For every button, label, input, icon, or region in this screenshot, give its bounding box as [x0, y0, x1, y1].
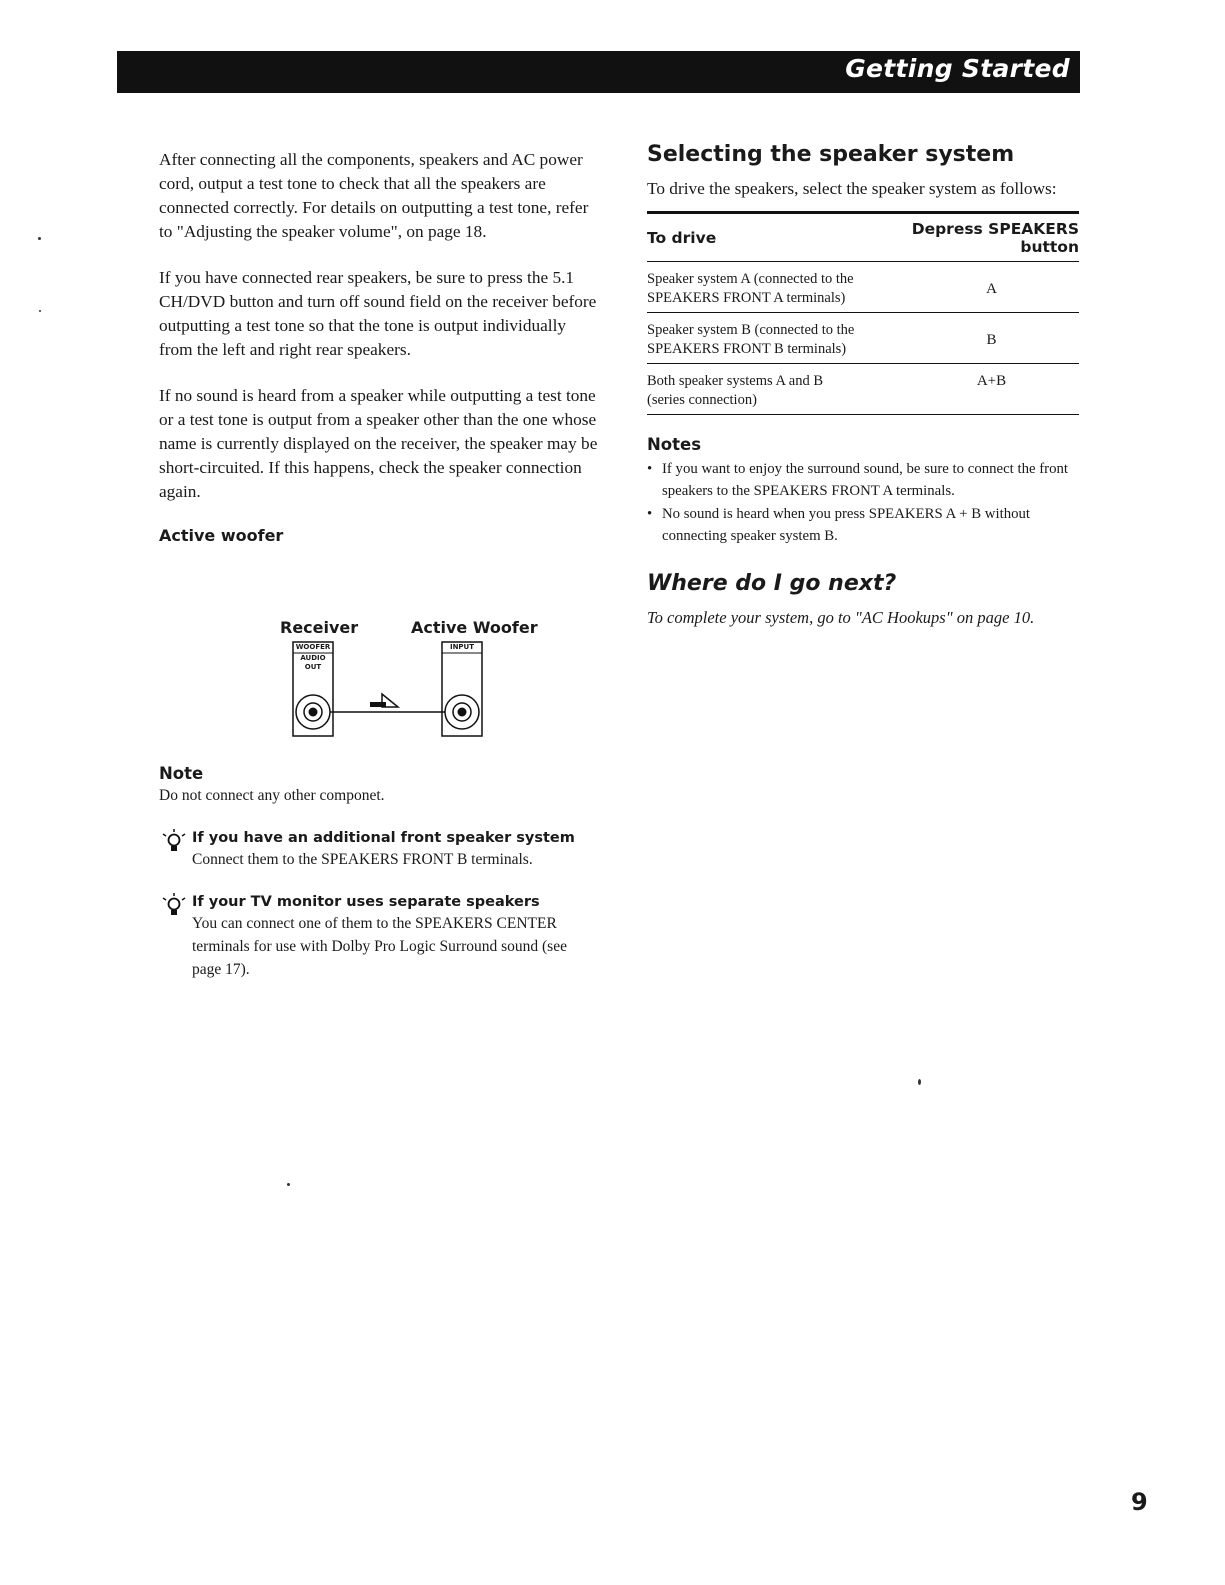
table-cell-drive: Speaker system B (connected to the SPEAKERS FRONT B terminals) [647, 313, 904, 364]
table-row [647, 262, 1079, 313]
table-row [647, 364, 1079, 415]
receiver-jack-label-woofer: WOOFER [295, 643, 331, 651]
lightbulb-icon [160, 892, 188, 918]
section-intro: To drive the speakers, select the speaker system as follows: [647, 179, 1057, 198]
where-next-title: Where do I go next? [647, 571, 897, 596]
active-woofer-label: Active Woofer [411, 618, 538, 637]
table-cell-button: A [904, 262, 1079, 313]
tip-front-speaker [160, 828, 590, 871]
speaker-selection-table [647, 211, 1079, 415]
paragraph-test-tone: After connecting all the components, speakers and AC power cord, output a test tone to check that all the speakers are connected correctly. For details on outputting a test tone, refer to "Adjusting the speaker volume", on page 18. [159, 150, 589, 241]
note-block [159, 764, 599, 805]
right-column [647, 142, 1079, 628]
scan-speck [39, 310, 41, 312]
notes-block [647, 435, 1079, 547]
tip-tv-speakers [160, 892, 590, 981]
woofer-jack-label-input: INPUT [449, 643, 475, 651]
bullet-icon: • [647, 506, 653, 522]
column-header-depress-button: Depress SPEAKERS button [904, 213, 1079, 262]
table-header-row [647, 213, 1079, 262]
list-item [647, 503, 1079, 547]
scan-speck [287, 1183, 290, 1186]
woofer-connection-diagram [270, 614, 540, 744]
bullet-icon: • [647, 461, 653, 477]
left-column [159, 148, 599, 545]
notes-title: Notes [647, 435, 702, 454]
lightbulb-icon [160, 828, 188, 854]
header-bar [117, 51, 1080, 93]
receiver-label: Receiver [280, 618, 359, 637]
column-header-to-drive: To drive [647, 213, 904, 262]
connection-drawing [270, 614, 540, 744]
notes-list [647, 458, 1079, 547]
note-item-text: No sound is heard when you press SPEAKERS A + B without connecting speaker system B. [662, 506, 1030, 544]
where-next-text: To complete your system, go to "AC Hookups" on page 10. [647, 608, 1035, 627]
table-cell-button: B [904, 313, 1079, 364]
receiver-jack-label-audio-out: AUDIO OUT [300, 654, 326, 671]
note-title: Note [159, 764, 204, 783]
table-cell-button: A+B [904, 364, 1079, 415]
tip-text: Connect them to the SPEAKERS FRONT B terminals. [192, 851, 533, 868]
note-item-text: If you want to enjoy the surround sound, be sure to connect the front speakers to the SPEAKERS FRONT A terminals. [662, 461, 1068, 499]
scan-speck [918, 1079, 921, 1085]
paragraph-rear-speakers: If you have connected rear speakers, be sure to press the 5.1 CH/DVD button and turn off sound field on the receiver before outputting a test tone so that the tone is output individually from the left and right rear speakers. [159, 268, 597, 359]
table-row [647, 313, 1079, 364]
note-text: Do not connect any other componet. [159, 787, 385, 804]
section-header-title: Getting Started [845, 54, 1070, 83]
section-title: Selecting the speaker system [647, 142, 1015, 167]
paragraph-no-sound: If no sound is heard from a speaker while outputting a test tone or a test tone is output from a speaker other than the one whose name is currently displayed on the receiver, the speaker may be short-circuited. If this happens, check the speaker connection again. [159, 386, 598, 501]
tip-title: If your TV monitor uses separate speakers [192, 894, 540, 910]
tip-title: If you have an additional front speaker system [192, 830, 575, 846]
table-cell-drive: Both speaker systems A and B (series connection) [647, 364, 904, 415]
tip-text: You can connect one of them to the SPEAKERS CENTER terminals for use with Dolby Pro Logic Surround sound (see page 17). [192, 915, 567, 978]
active-woofer-heading: Active woofer [159, 526, 284, 545]
scan-speck [38, 237, 41, 240]
page-number: 9 [1131, 1488, 1148, 1516]
table-cell-drive: Speaker system A (connected to the SPEAKERS FRONT A terminals) [647, 262, 904, 313]
list-item [647, 458, 1079, 502]
